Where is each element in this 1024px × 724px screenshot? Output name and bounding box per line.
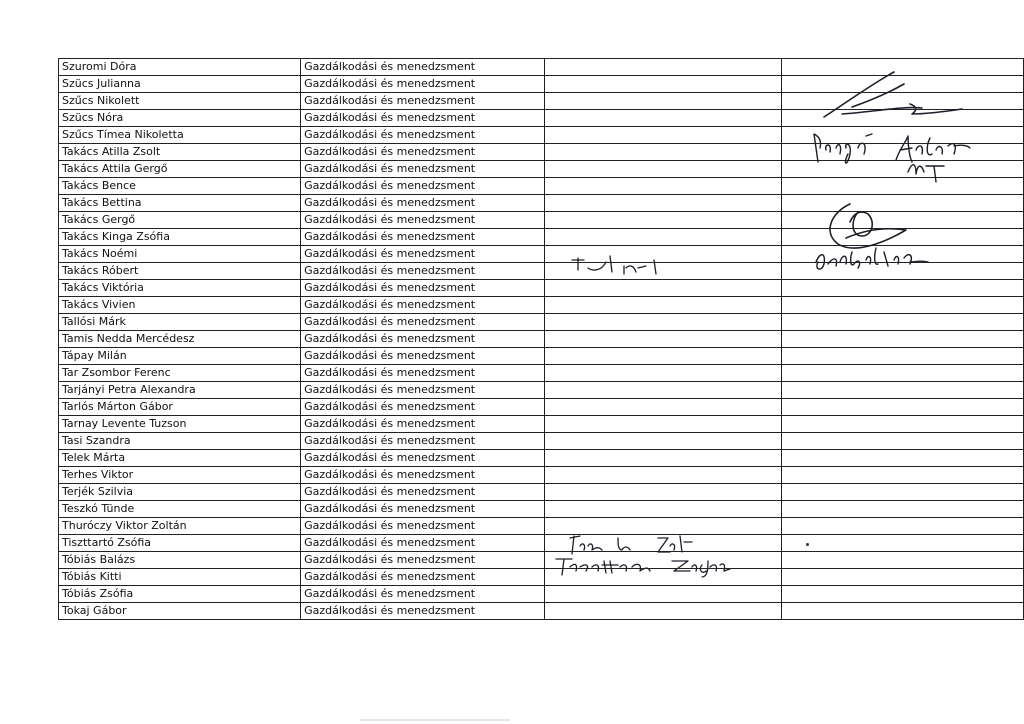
program-cell: Gazdálkodási és menedzsment (301, 110, 544, 127)
student-name-cell: Takács Bence (59, 178, 301, 195)
program-cell: Gazdálkodási és menedzsment (301, 76, 544, 93)
note-cell (781, 603, 1023, 620)
signature-cell (544, 501, 781, 518)
table-row (59, 535, 1024, 552)
student-name-cell: Szücs Nóra (59, 110, 301, 127)
student-name-cell: Tarjányi Petra Alexandra (59, 382, 301, 399)
signature-cell (544, 127, 781, 144)
student-name-cell: Tallósi Márk (59, 314, 301, 331)
signature-cell (544, 603, 781, 620)
program-cell: Gazdálkodási és menedzsment (301, 195, 544, 212)
table-row (59, 603, 1024, 620)
note-cell (781, 399, 1023, 416)
program-cell: Gazdálkodási és menedzsment (301, 331, 544, 348)
student-name-cell: Takács Róbert (59, 263, 301, 280)
program-cell: Gazdálkodási és menedzsment (301, 127, 544, 144)
program-cell: Gazdálkodási és menedzsment (301, 280, 544, 297)
note-cell (781, 501, 1023, 518)
signature-cell (544, 416, 781, 433)
program-cell: Gazdálkodási és menedzsment (301, 365, 544, 382)
student-name-cell: Terhes Viktor (59, 467, 301, 484)
student-name-cell: Takács Gergő (59, 212, 301, 229)
signature-row-noemi (566, 252, 676, 276)
program-cell: Gazdálkodási és menedzsment (301, 297, 544, 314)
student-name-cell: Tarlós Márton Gábor (59, 399, 301, 416)
student-name-cell: Tápay Milán (59, 348, 301, 365)
student-name-cell: Tokaj Gábor (59, 603, 301, 620)
note-cell (781, 535, 1023, 552)
program-cell: Gazdálkodási és menedzsment (301, 586, 544, 603)
signature-cell (544, 348, 781, 365)
program-cell: Gazdálkodási és menedzsment (301, 416, 544, 433)
signature-cell (544, 212, 781, 229)
student-name-cell: Teszkó Tünde (59, 501, 301, 518)
note-cell (781, 586, 1023, 603)
table-row (59, 331, 1024, 348)
note-cell (781, 365, 1023, 382)
program-cell: Gazdálkodási és menedzsment (301, 212, 544, 229)
student-name-cell: Szűcs Nikolett (59, 93, 301, 110)
student-name-cell: Takács Attila Gergő (59, 161, 301, 178)
signature-cell (544, 161, 781, 178)
signature-cell (544, 433, 781, 450)
table-row (59, 569, 1024, 586)
signature-cell (544, 331, 781, 348)
signature-cell (544, 314, 781, 331)
note-cell (781, 467, 1023, 484)
program-cell: Gazdálkodási és menedzsment (301, 161, 544, 178)
student-name-cell: Takács Bettina (59, 195, 301, 212)
program-cell: Gazdálkodási és menedzsment (301, 603, 544, 620)
note-cell (781, 297, 1023, 314)
table-row (59, 365, 1024, 382)
program-cell: Gazdálkodási és menedzsment (301, 450, 544, 467)
signature-cell (544, 144, 781, 161)
program-cell: Gazdálkodási és menedzsment (301, 535, 544, 552)
table-row (59, 501, 1024, 518)
program-cell: Gazdálkodási és menedzsment (301, 518, 544, 535)
program-cell: Gazdálkodási és menedzsment (301, 467, 544, 484)
signature-cell (544, 280, 781, 297)
table-row (59, 518, 1024, 535)
program-cell: Gazdálkodási és menedzsment (301, 484, 544, 501)
scan-artifact-line (360, 719, 510, 721)
student-name-cell: Terjék Szilvia (59, 484, 301, 501)
student-name-cell: Tasi Szandra (59, 433, 301, 450)
signature-cell (544, 297, 781, 314)
student-name-cell: Tar Zsombor Ferenc (59, 365, 301, 382)
program-cell: Gazdálkodási és menedzsment (301, 399, 544, 416)
program-cell: Gazdálkodási és menedzsment (301, 314, 544, 331)
program-cell: Gazdálkodási és menedzsment (301, 433, 544, 450)
program-cell: Gazdálkodási és menedzsment (301, 229, 544, 246)
table-row (59, 348, 1024, 365)
note-cell (781, 569, 1023, 586)
table-row (59, 450, 1024, 467)
note-cell (781, 314, 1023, 331)
signature-cell (544, 382, 781, 399)
student-name-cell: Szücs Julianna (59, 76, 301, 93)
student-name-cell: Tarnay Levente Tuzson (59, 416, 301, 433)
student-name-cell: Szuromi Dóra (59, 59, 301, 76)
note-cell (781, 382, 1023, 399)
program-cell: Gazdálkodási és menedzsment (301, 93, 544, 110)
note-cell (781, 331, 1023, 348)
program-cell: Gazdálkodási és menedzsment (301, 382, 544, 399)
table-row (59, 416, 1024, 433)
signature-cell (544, 178, 781, 195)
table-row (59, 467, 1024, 484)
signature-margin-top (812, 62, 982, 192)
signature-cell (544, 365, 781, 382)
table-row (59, 433, 1024, 450)
student-name-cell: Thuróczy Viktor Zoltán (59, 518, 301, 535)
program-cell: Gazdálkodási és menedzsment (301, 246, 544, 263)
signature-cell (544, 484, 781, 501)
signature-cell (544, 586, 781, 603)
signature-cell (544, 76, 781, 93)
note-cell (781, 450, 1023, 467)
program-cell: Gazdálkodási és menedzsment (301, 59, 544, 76)
note-cell (781, 552, 1023, 569)
program-cell: Gazdálkodási és menedzsment (301, 552, 544, 569)
note-cell (781, 280, 1023, 297)
program-cell: Gazdálkodási és menedzsment (301, 501, 544, 518)
table-row (59, 314, 1024, 331)
student-name-cell: Tamis Nedda Mercédesz (59, 331, 301, 348)
note-cell (781, 416, 1023, 433)
signature-cell (544, 450, 781, 467)
student-name-cell: Takács Kinga Zsófia (59, 229, 301, 246)
student-name-cell: Szűcs Tímea Nikoletta (59, 127, 301, 144)
signature-cell (544, 229, 781, 246)
signature-cell (544, 467, 781, 484)
table-row (59, 484, 1024, 501)
student-name-cell: Takács Noémi (59, 246, 301, 263)
student-name-cell: Tóbiás Balázs (59, 552, 301, 569)
ink-dot (806, 543, 809, 546)
program-cell: Gazdálkodási és menedzsment (301, 178, 544, 195)
signature-margin-bottom (810, 192, 980, 282)
table-row (59, 382, 1024, 399)
program-cell: Gazdálkodási és menedzsment (301, 348, 544, 365)
student-name-cell: Takács Viktória (59, 280, 301, 297)
student-name-cell: Takács Atilla Zsolt (59, 144, 301, 161)
note-cell (781, 484, 1023, 501)
student-name-cell: Tiszttartó Zsófia (59, 535, 301, 552)
student-name-cell: Takács Vivien (59, 297, 301, 314)
program-cell: Gazdálkodási és menedzsment (301, 263, 544, 280)
table-row (59, 552, 1024, 569)
student-name-cell: Telek Márta (59, 450, 301, 467)
signature-cell (544, 59, 781, 76)
signature-row-tiszttarto (552, 553, 782, 579)
signature-cell (544, 399, 781, 416)
table-row (59, 297, 1024, 314)
program-cell: Gazdálkodási és menedzsment (301, 569, 544, 586)
note-cell (781, 518, 1023, 535)
signature-cell (544, 110, 781, 127)
student-name-cell: Tóbiás Kitti (59, 569, 301, 586)
note-cell (781, 433, 1023, 450)
program-cell: Gazdálkodási és menedzsment (301, 144, 544, 161)
table-row (59, 280, 1024, 297)
table-row (59, 399, 1024, 416)
signature-cell (544, 93, 781, 110)
student-name-cell: Tóbiás Zsófia (59, 586, 301, 603)
signature-cell (544, 195, 781, 212)
note-cell (781, 348, 1023, 365)
table-row (59, 586, 1024, 603)
